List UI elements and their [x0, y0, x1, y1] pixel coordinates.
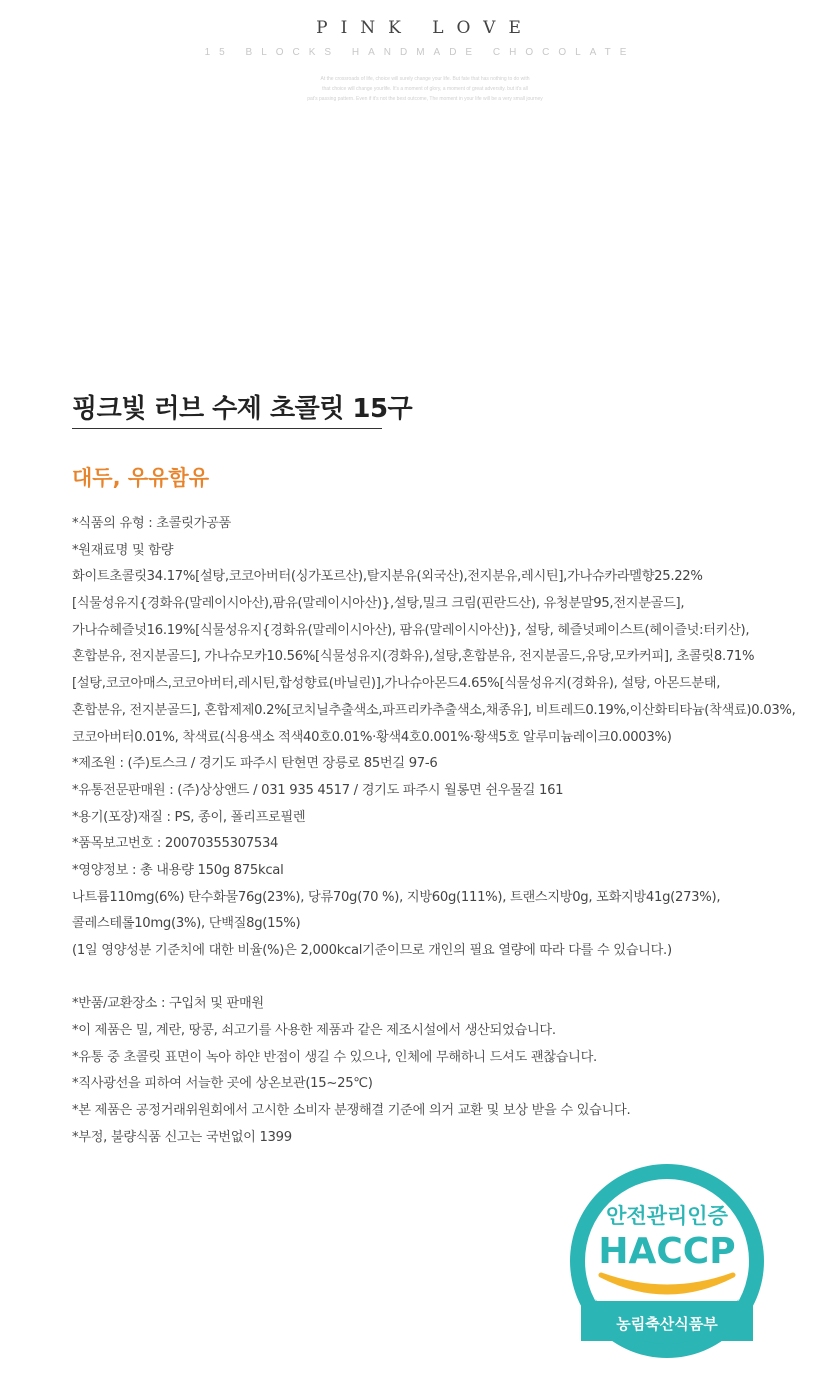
haccp-certification-badge: [567, 1161, 767, 1361]
info-line: *이 제품은 밀, 계란, 땅콩, 쇠고기를 사용한 제품과 같은 제조시설에서 생산되었습니다.: [72, 1023, 556, 1039]
info-line: 가나슈헤즐넛16.19%[식물성유지{경화유(말레이시아산), 팜유(말레이시아산)}, 설탕, 헤즐넛페이스트(헤이즐넛:터키산),: [72, 622, 750, 638]
info-line: *원재료명 및 함량: [72, 542, 174, 558]
info-line: (1일 영양성분 기준치에 대한 비율(%)은 2,000kcal기준이므로 개인의 필요 열량에 따라 다를 수 있습니다.): [72, 943, 672, 958]
info-line: *식품의 유형 : 초콜릿가공품: [72, 516, 231, 531]
info-line: [설탕,코코아매스,코코아버터,레시틴,합성향료(바닐린)],가나슈아몬드4.65%[식물성유지(경화유), 설탕, 아몬드분태,: [72, 676, 721, 692]
product-title: 핑크빛 러브 수제 초콜릿 15구: [72, 394, 413, 424]
info-line: *본 제품은 공정거래위원회에서 고시한 소비자 분쟁해결 기준에 의거 교환 및 보상 받을 수 있습니다.: [72, 1103, 631, 1119]
info-line: *반품/교환장소 : 구입처 및 판매원: [72, 996, 264, 1012]
info-line: *영양정보 : 총 내용량 150g 875kcal: [72, 862, 284, 878]
info-line: *부정, 불량식품 신고는 국번없이 1399: [72, 1129, 292, 1145]
info-line: 화이트초콜릿34.17%[설탕,코코아버터(싱가포르산),탈지분유(외국산),전지분유,레시틴],가나슈카라멜향25.22%: [72, 569, 703, 585]
info-line: *직사광선을 피하여 서늘한 곳에 상온보관(15~25℃): [72, 1076, 373, 1092]
brand-note: [270, 74, 580, 104]
brand-subtitle: 15 BLOCKS HANDMADE CHOCOLATE: [204, 47, 636, 58]
info-spacer: [72, 965, 812, 992]
info-line: 코코아버터0.01%, 착색료(식용색소 적색40호0.01%·황색4호0.001%·황색5호 알루미늄레이크0.0003%): [72, 729, 672, 745]
brand-note-line: pat's passing pattern. Even if it's not the best outcome, The moment in your life will be a very small journey: [307, 96, 543, 102]
info-line: *제조원 : (주)토스크 / 경기도 파주시 탄현면 장릉로 85번길 97-6: [72, 756, 438, 772]
brand-note-line: At the crossroads of life, choice will surely change your life. But fate that has nothing to do with: [320, 76, 530, 82]
badge-bottom-text: 농림축산식품부: [616, 1315, 718, 1333]
info-line: 콜레스테롤10mg(3%), 단백질8g(15%): [72, 916, 301, 932]
info-line: 나트륨110mg(6%) 탄수화물76g(23%), 당류70g(70 %), 지방60g(111%), 트랜스지방0g, 포화지방41g(273%),: [72, 889, 721, 905]
info-line: *품목보고번호 : 20070355307534: [72, 836, 279, 852]
brand-title: PINK LOVE: [316, 18, 534, 38]
product-info-list: [72, 511, 812, 1152]
info-line: *용기(포장)재질 : PS, 종이, 폴리프로필렌: [72, 809, 306, 825]
brand-note-line: that choice will change yourlife. It's a moment of glory, a moment of great adversity. but it's all: [322, 86, 528, 92]
title-divider: [72, 428, 382, 429]
info-line: [식물성유지{경화유(말레이시아산),팜유(말레이시아산)},설탕,밀크 크림(핀란드산), 유청분말95,전지분골드],: [72, 596, 685, 612]
info-line: *유통 중 초콜릿 표면이 녹아 하얀 반점이 생길 수 있으나, 인체에 무해하니 드셔도 괜찮습니다.: [72, 1049, 597, 1065]
badge-main-text: HACCP: [598, 1231, 736, 1272]
info-line: *유통전문판매원 : (주)상상앤드 / 031 935 4517 / 경기도 파주시 월롱면 쉰우물길 161: [72, 782, 564, 798]
badge-top-text: 안전관리인증: [606, 1204, 728, 1228]
allergen-notice: 대두, 우유함유: [72, 466, 210, 490]
info-line: 혼합분유, 전지분골드], 가나슈모카10.56%[식물성유지(경화유),설탕,혼합분유, 전지분골드,유당,모카커피], 초콜릿8.71%: [72, 649, 755, 665]
info-line: 혼합분유, 전지분골드], 혼합제제0.2%[코치닐추출색소,파프리카추출색소,채종유], 비트레드0.19%,이산화티타늄(착색료)0.03%,: [72, 702, 796, 718]
